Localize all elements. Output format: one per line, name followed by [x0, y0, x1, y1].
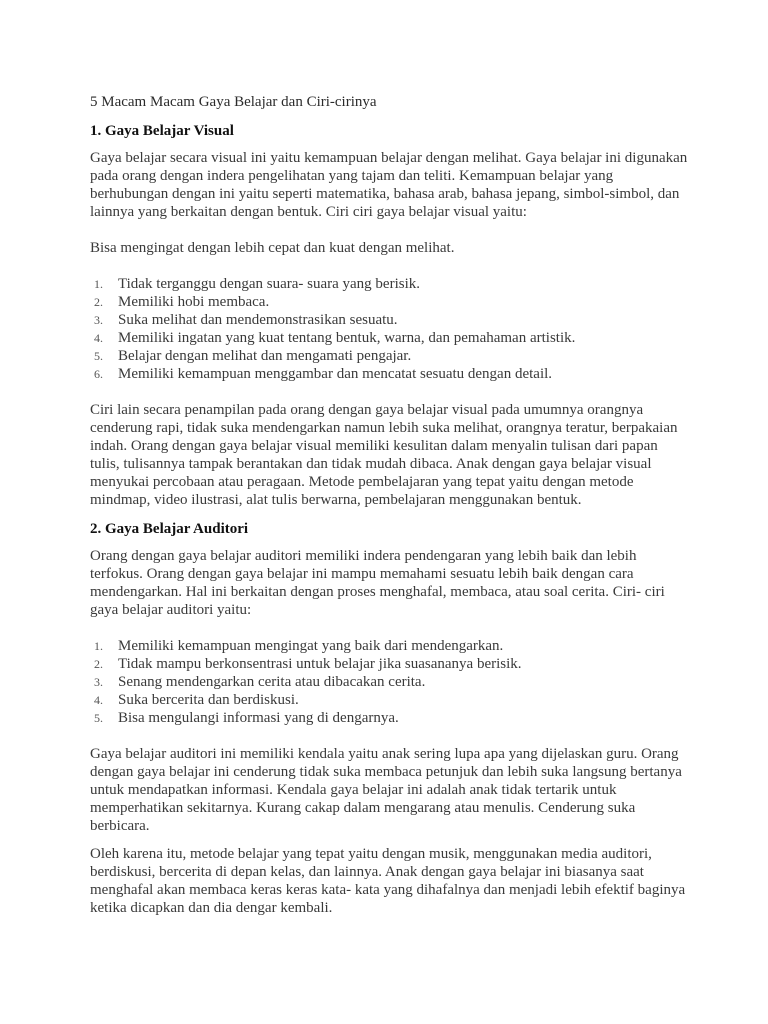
list-item-text: Memiliki kemampuan mengingat yang baik dari mendengarkan.	[118, 638, 504, 654]
paragraph-visual-lead: Bisa mengingat dengan lebih cepat dan kuat dengan melihat.	[90, 240, 455, 256]
list-item-text: Tidak mampu berkonsentrasi untuk belajar jika suasananya berisik.	[118, 656, 522, 672]
list-item-text: Belajar dengan melihat dan mengamati pengajar.	[118, 348, 412, 364]
list-item	[90, 293, 690, 311]
list-number: 6.	[94, 367, 103, 381]
list-item-text: Memiliki ingatan yang kuat tentang bentuk, warna, dan pemahaman artistik.	[118, 330, 576, 346]
list-item-text: Tidak terganggu dengan suara- suara yang berisik.	[118, 276, 421, 292]
list-item-text: Bisa mengulangi informasi yang di dengarnya.	[118, 710, 399, 726]
document-page	[90, 92, 690, 917]
list-item-text: Memiliki kemampuan menggambar dan mencatat sesuatu dengan detail.	[118, 366, 553, 382]
list-item	[90, 637, 690, 655]
list-item	[90, 347, 690, 365]
list-number: 1.	[94, 639, 103, 653]
list-item	[90, 329, 690, 347]
list-number: 2.	[94, 657, 103, 671]
list-number: 4.	[94, 693, 103, 707]
paragraph-auditori-method: Oleh karena itu, metode belajar yang tepat yaitu dengan musik, menggunakan media auditori, berdiskusi, bercerita di depan kelas, dan lainnya. Anak dengan gaya belajar ini biasanya saat menghafal akan membaca keras keras kata- kata yang dihafalnya dan menjadi lebih efektif baginya ketika dicapkan dan dia dengar kembali.	[90, 846, 686, 916]
list-number: 3.	[94, 313, 103, 327]
list-number: 3.	[94, 675, 103, 689]
document-title: 5 Macam Macam Gaya Belajar dan Ciri-cirinya	[90, 94, 377, 110]
list-item	[90, 365, 690, 383]
list-item	[90, 691, 690, 709]
list-number: 5.	[94, 711, 103, 725]
list-item-text: Suka bercerita dan berdiskusi.	[118, 692, 299, 708]
list-item-text: Suka melihat dan mendemonstrasikan sesuatu.	[118, 312, 398, 328]
list-item	[90, 709, 690, 727]
list-number: 5.	[94, 349, 103, 363]
list-item	[90, 673, 690, 691]
list-visual-traits	[90, 275, 690, 383]
list-item	[90, 311, 690, 329]
paragraph-visual-intro: Gaya belajar secara visual ini yaitu kemampuan belajar dengan melihat. Gaya belajar ini digunakan pada orang dengan indera pengelihatan yang tajam dan teliti. Kemampuan belajar yang berhubungan dengan ini yaitu seperti matematika, bahasa arab, bahasa jepang, simbol-simbol, dan lainnya yang berkaitan dengan bentuk. Ciri ciri gaya belajar visual yaitu:	[90, 150, 688, 220]
paragraph-auditori-closing: Gaya belajar auditori ini memiliki kendala yaitu anak sering lupa apa yang dijelaskan guru. Orang dengan gaya belajar ini cenderung tidak suka membaca petunjuk dan lebih suka langsung bertanya untuk mendapatkan informasi. Kendala gaya belajar ini adalah anak tidak tertarik untuk memperhatikan sekitarnya. Kurang cakap dalam mengarang atau menulis. Cenderung suka berbicara.	[90, 746, 682, 834]
list-item-text: Senang mendengarkan cerita atau dibacakan cerita.	[118, 674, 426, 690]
list-item	[90, 655, 690, 673]
list-number: 4.	[94, 331, 103, 345]
paragraph-visual-closing: Ciri lain secara penampilan pada orang dengan gaya belajar visual pada umumnya orangnya cenderung rapi, tidak suka mendengarkan namun lebih suka melihat, orangnya teratur, berpakaian indah. Orang dengan gaya belajar visual memiliki kesulitan dalam menyalin tulisan dari papan tulis, tulisannya tampak berantakan dan tidak mudah dibaca. Anak dengan gaya belajar visual menyukai percobaan atau peragaan. Metode pembelajaran yang tepat yaitu dengan metode mindmap, video ilustrasi, alat tulis berwarna, pembelajaran menggunakan bentuk.	[90, 402, 678, 508]
paragraph-auditori-intro: Orang dengan gaya belajar auditori memiliki indera pendengaran yang lebih baik dan lebih terfokus. Orang dengan gaya belajar ini mampu memahami sesuatu lebih baik dengan cara mendengarkan. Hal ini berkaitan dengan proses menghafal, membaca, atau soal cerita. Ciri- ciri gaya belajar auditori yaitu:	[90, 548, 665, 618]
list-number: 1.	[94, 277, 103, 291]
list-number: 2.	[94, 295, 103, 309]
list-item	[90, 275, 690, 293]
list-item-text: Memiliki hobi membaca.	[118, 294, 270, 310]
section-heading-auditori: 2. Gaya Belajar Auditori	[90, 521, 249, 537]
section-heading-visual: 1. Gaya Belajar Visual	[90, 123, 234, 139]
list-auditori-traits	[90, 637, 690, 727]
